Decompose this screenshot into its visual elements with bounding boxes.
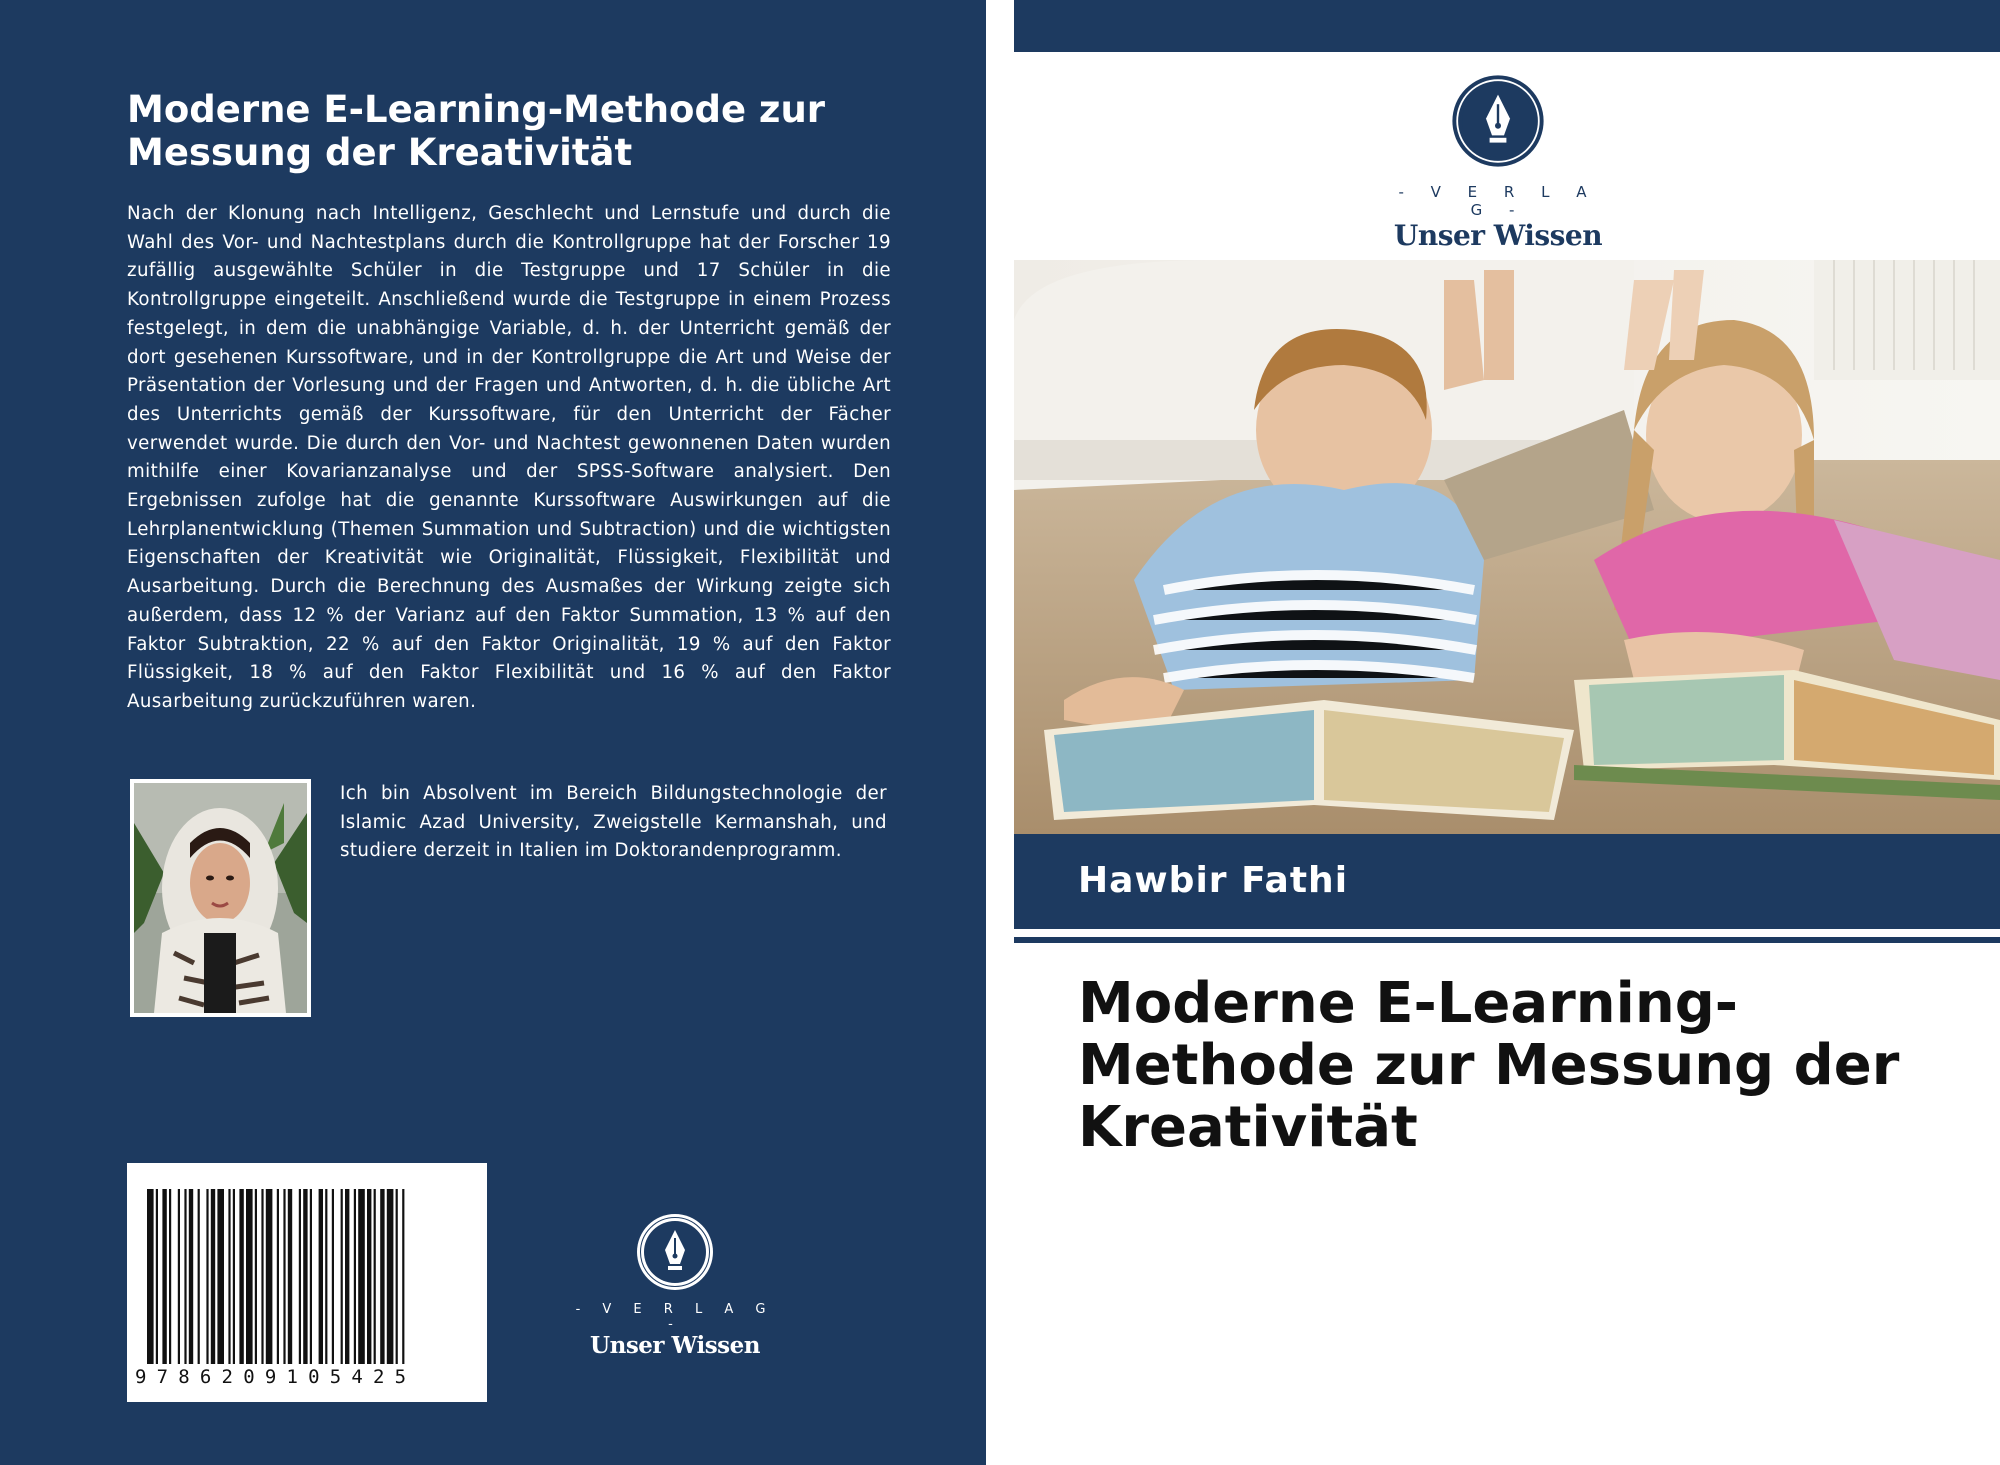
barcode-bar xyxy=(184,1189,186,1364)
barcode-bar xyxy=(367,1189,371,1364)
barcode-bar xyxy=(310,1189,312,1364)
barcode-bar xyxy=(345,1189,349,1364)
barcode-bar xyxy=(206,1189,208,1364)
book-blurb: Nach der Klonung nach Intelligenz, Geschlecht und Lernstufe und durch die Wahl des Vor- und Nachtestplans durch die Kontrollgruppe hat der Forscher 19 zufällig ausgewählte Schüler in die Testgruppe und 17 Schüler in die Kontrollgruppe eingeteilt. Anschließend wurde die Testgruppe in einem Prozess festgelegt, in dem die unabhängige Variable, d. h. der Unterricht gemäß der dort gesehenen Kurssoftware, und in der Kontrollgruppe die Art und Weise der Präsentation der Vorlesung und der Fragen und Antworten, d. h. die übliche Art des Unterrichts gemäß der Kurssoftware, für den Unterricht der Fächer verwendet wurde. Die durch den Vor- und Nachtest gewonnenen Daten wurden mithilfe einer Kovarianzanalyse und der SPSS-Software analysiert. Den Ergebnissen zufolge hat die genannte Kurssoftware Auswirkungen auf die Lehrplanentwicklung (Themen Summation und Subtraction) und die wichtigsten Eigenschaften der Kreativität wie Originalität, Flüssigkeit, Flexibilität und Ausarbeitung. Durch die Berechnung des Ausmaßes der Wirkung zeigte sich außerdem, dass 12 % der Varianz auf den Faktor Summation, 13 % auf den Faktor Subtraktion, 22 % auf den Faktor Originalität, 19 % auf den Faktor Flüssigkeit, 18 % auf den Faktor Flexibilität und 16 % auf den Faktor Ausarbeitung zurückzuführen waren. xyxy=(127,203,891,712)
barcode-bar xyxy=(169,1189,171,1364)
barcode-bar xyxy=(319,1189,323,1364)
front-cover-top-bar xyxy=(1014,0,2000,52)
barcode-bar xyxy=(277,1189,279,1364)
barcode-bar xyxy=(217,1189,224,1364)
barcode-bar xyxy=(354,1189,356,1364)
barcode-bar xyxy=(198,1189,200,1364)
barcode-bar xyxy=(299,1189,301,1364)
barcode-bars xyxy=(147,1189,467,1369)
back-title-line-1: Moderne E-Learning-Methode zur xyxy=(127,88,826,131)
author-portrait-image xyxy=(134,783,307,1013)
barcode-bar xyxy=(147,1189,154,1364)
barcode-bar xyxy=(178,1189,180,1364)
pen-nib-seal-icon xyxy=(1450,73,1546,169)
barcode-bar xyxy=(387,1189,394,1364)
front-cover-title xyxy=(1078,973,1978,1159)
cover-photo-children-reading xyxy=(1014,260,2000,834)
barcode-bar xyxy=(211,1189,215,1364)
barcode-bar xyxy=(374,1189,376,1364)
barcode-bar xyxy=(228,1189,230,1364)
barcode-bar xyxy=(239,1189,243,1364)
pen-nib-seal-icon xyxy=(635,1212,715,1292)
barcode-bar xyxy=(255,1189,257,1364)
barcode-bar xyxy=(233,1189,235,1364)
barcode-bar xyxy=(162,1189,166,1364)
barcode-bar xyxy=(266,1189,273,1364)
author-band xyxy=(1014,834,2000,929)
isbn-number: 9786209105425 xyxy=(135,1366,417,1388)
publisher-name: Unser Wissen xyxy=(1393,219,1603,252)
publisher-verlag-label: - V E R L A G - xyxy=(575,1302,775,1332)
barcode-bar xyxy=(288,1189,292,1364)
back-publisher-logo xyxy=(575,1212,775,1359)
isbn-barcode xyxy=(127,1163,487,1402)
front-title-line-3: Kreativität xyxy=(1078,1095,1418,1160)
back-cover xyxy=(0,0,986,1465)
author-photo xyxy=(130,779,311,1017)
barcode-bar xyxy=(380,1189,384,1364)
barcode-bar xyxy=(402,1189,404,1364)
barcode-bar xyxy=(283,1189,285,1364)
barcode-bar xyxy=(332,1189,334,1364)
barcode-bar xyxy=(189,1189,193,1364)
barcode-bar xyxy=(246,1189,253,1364)
front-title-line-2: Methode zur Messung der xyxy=(1078,1033,1900,1098)
front-title-line-1: Moderne E-Learning- xyxy=(1078,971,1739,1036)
front-publisher-logo xyxy=(1380,73,1616,252)
barcode-bar xyxy=(156,1189,158,1364)
publisher-verlag-label: - V E R L A G - xyxy=(1398,183,1598,219)
barcode-bar xyxy=(261,1189,263,1364)
back-cover-title xyxy=(127,88,887,174)
barcode-bar xyxy=(358,1189,365,1364)
author-bio: Ich bin Absolvent im Bereich Bildungstechnologie der Islamic Azad University, Zweigstelle Kermanshah, und studiere derzeit in Italien im Doktorandenprogramm. xyxy=(340,783,887,862)
author-name: Hawbir Fathi xyxy=(1078,860,1349,901)
spine-gap xyxy=(986,0,1014,1465)
barcode-bar xyxy=(396,1189,398,1364)
barcode-bar xyxy=(303,1189,307,1364)
publisher-name: Unser Wissen xyxy=(590,1332,760,1359)
barcode-bar xyxy=(325,1189,327,1364)
barcode-bar xyxy=(341,1189,343,1364)
children-reading-image xyxy=(1014,260,2000,834)
back-title-line-2: Messung der Kreativität xyxy=(127,131,633,174)
author-divider-line xyxy=(1014,937,2000,943)
